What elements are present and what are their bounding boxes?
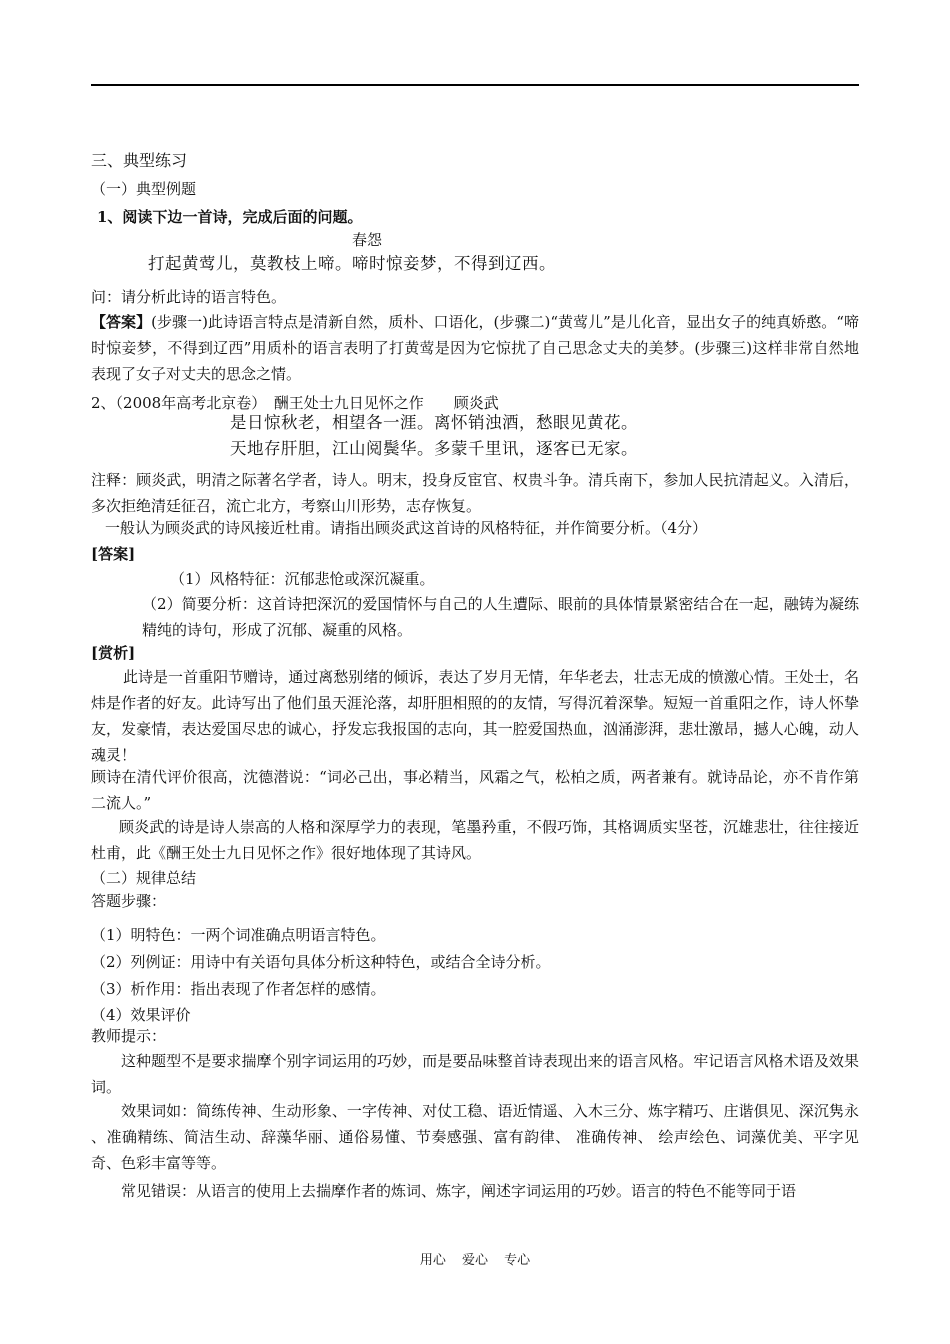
q2-appreciation-2: 顾诗在清代评价很高，沈德潜说：“词必己出，事必精当，风霜之气，松柏之质，两者兼有。就诗品论，亦不肯作第二流人。” (91, 768, 859, 812)
footer-word: 用心 (419, 1253, 446, 1268)
step-item: （2）列例证：用诗中有关语句具体分析这种特色，或结合全诗分析。 (91, 953, 551, 971)
q1-answer-label: 【答案】 (91, 313, 152, 331)
q1-prompt: 1、阅读下边一首诗，完成后面的问题。 (97, 208, 363, 226)
q2-appreciation-1: 此诗是一首重阳节赠诗，通过离愁别绪的倾诉，表达了岁月无情，年华老去，壮志无成的愤激心情。王处士，名炜是作者的好友。此诗写出了他们虽天涯沦落，却肝胆相照的的友情，写得沉着深挚。短短一首重阳之作，诗人怀挚友，发豪情，表达爱国尽忠的诚心，抒发忘我报国的志向，其一腔爱国热血，汹涌澎湃，悲壮激昂，撼人心魄，动人魂灵！ (91, 668, 859, 764)
q2-appreciation-label: [赏析] (91, 644, 136, 662)
q2-answer-1: （1）风格特征：沉郁悲怆或深沉凝重。 (170, 570, 435, 588)
q2-header: 2、（2008年高考北京卷） 酬王处士九日见怀之作 顾炎武 (91, 394, 499, 412)
tip-3: 常见错误：从语言的使用上去揣摩作者的炼词、炼字，阐述字词运用的巧妙。语言的特色不能等同于语 (121, 1182, 797, 1200)
footer-word: 专心 (504, 1253, 531, 1268)
q2-question: 一般认为顾炎武的诗风接近杜甫。请指出顾炎武这首诗的风格特征，并作简要分析。（4分） (105, 519, 708, 537)
step-item: （4）效果评价 (91, 1006, 191, 1024)
q2-answer-2 (142, 591, 859, 643)
q1-poem-title: 春怨 (352, 231, 383, 249)
q2-appreciation-3: 顾炎武的诗是诗人崇高的人格和深厚学力的表现，笔墨矜重，不假巧饰，其格调质实坚苍，沉雄悲壮，往往接近杜甫，此《酬王处士九日见怀之作》很好地体现了其诗风。 (91, 818, 859, 862)
q1-poem-line: 打起黄莺儿，莫教枝上啼。啼时惊妾梦，不得到辽西。 (148, 254, 556, 273)
q1-question: 问：请分析此诗的语言特色。 (91, 288, 287, 306)
subsection-summary: （二）规律总结 (91, 869, 197, 887)
q2-note: 注释：顾炎武，明清之际著名学者，诗人。明末，投身反宦官、权贵斗争。清兵南下，参加人民抗清起义。入清后，多次拒绝清廷征召，流亡北方，考察山川形势，志存恢复。 (91, 471, 859, 515)
q2-answer-2-text: （2）简要分析：这首诗把深沉的爱国情怀与自己的人生遭际、眼前的具体情景紧密结合在一起，融铸为凝练精纯的诗句，形成了沉郁、凝重的风格。 (142, 595, 859, 639)
q2-poem-line2: 天地存肝胆，江山阅鬓华。多蒙千里讯，逐客已无家。 (230, 439, 638, 458)
tips-label: 教师提示： (91, 1027, 167, 1045)
q2-answer-label: [答案] (91, 545, 136, 563)
step-item: （1）明特色：一两个词准确点明语言特色。 (91, 926, 386, 944)
section-title: 三、典型练习 (91, 151, 188, 170)
q1-answer-text: (步骤一)此诗语言特点是清新自然，质朴、口语化，(步骤二)“黄莺儿”是儿化音，显出女子的纯真娇憨。“啼时惊妾梦，不得到辽西”用质朴的语言表明了打黄莺是因为它惊扰了自己思念丈夫的美梦。(步骤三)这样非常自然地表现了女子对丈夫的思念之情。 (91, 313, 859, 383)
tip-1: 这种题型不是要求揣摩个别字词运用的巧妙，而是要品味整首诗表现出来的语言风格。牢记语言风格术语及效果词。 (91, 1052, 859, 1096)
subsection-example: （一）典型例题 (91, 180, 197, 198)
q2-poem-line1: 是日惊秋老，相望各一涯。离怀销浊酒，愁眼见黄花。 (230, 413, 638, 432)
q1-answer (91, 309, 859, 387)
steps-label: 答题步骤： (91, 892, 167, 910)
tip-2: 效果词如：简练传神、生动形象、一字传神、对仗工稳、语近情遥、入木三分、炼字精巧、庄谐俱见、深沉隽永 、准确精练、简洁生动、辞藻华丽、通俗易懂、节奏感强、富有韵律、 准确传神、 绘声绘色、词藻优美、平字见奇、色彩丰富等等。 (91, 1102, 859, 1172)
header-rule (91, 84, 859, 86)
step-item: （3）析作用：指出表现了作者怎样的感情。 (91, 980, 386, 998)
page-footer (0, 1249, 950, 1268)
footer-word: 爱心 (461, 1253, 488, 1268)
